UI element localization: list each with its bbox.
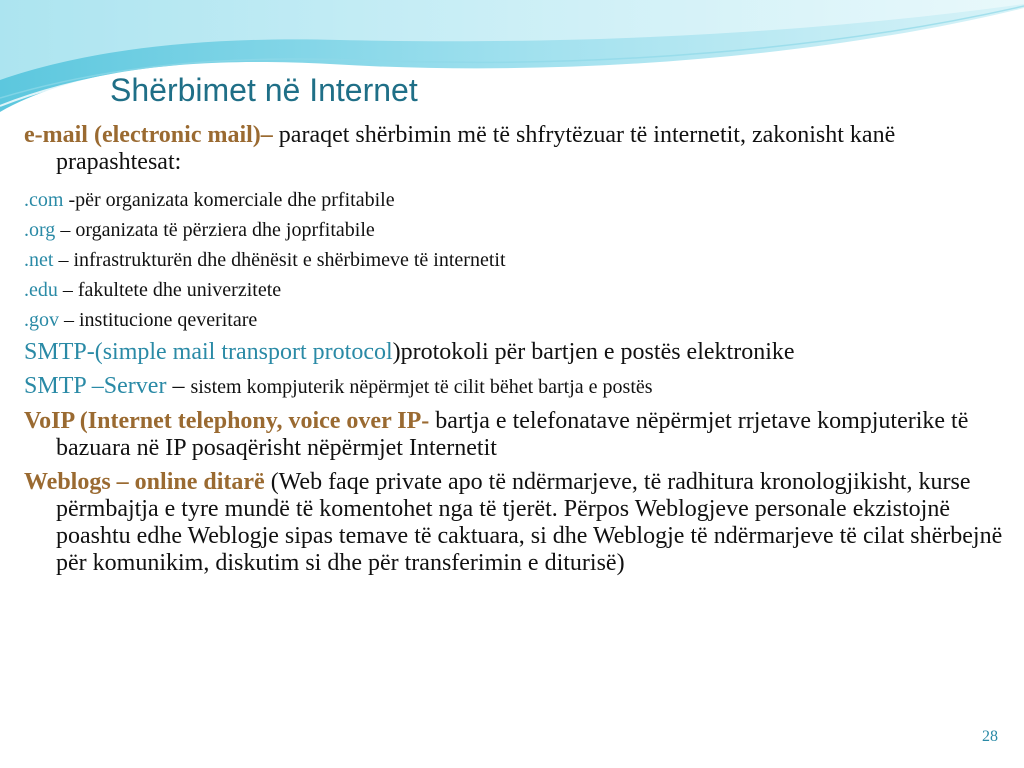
voip-text: bartja e telefonatave nëpërmjet rrjetave kompjuterike të bazuara në IP posaqërisht nëpërmjet Internetit: [56, 408, 969, 461]
slide-body: [24, 122, 1014, 577]
page-number: 28: [982, 728, 998, 745]
domain-desc: -për organizata komerciale dhe prfitabile: [63, 189, 395, 211]
smtp-server-text: sistem kompjuterik nëpërmjet të cilit bëhet bartja e postës: [190, 376, 653, 398]
weblogs-item: [24, 469, 1014, 577]
weblogs-text: (Web faqe private apo të ndërmarjeve, të radhitura kronologjikisht, kurse përmbajtja e tyre mundë të komentohet nga të tjerët. Përpos Weblogjeve personale ekzistojnë poashtu edhe Weblogje sipas temave të caktuara, si dhe Weblogje të ndërmarjeve të cilat shërbejnë për komunikim, diskutim si dhe për transferimin e diturisë): [56, 469, 1003, 576]
domain-item-com: [24, 188, 1014, 212]
domain-desc: – fakultete dhe univerzitete: [57, 279, 282, 301]
weblogs-keyword: Weblogs – online ditarë: [24, 469, 265, 495]
domain-ext: .gov: [24, 309, 59, 331]
domain-ext: .com: [24, 189, 64, 211]
domain-ext: .org: [24, 219, 56, 241]
domain-item-net: [24, 248, 1014, 272]
email-keyword: e-mail (electronic mail)–: [24, 122, 273, 148]
smtp-server-dash: –: [166, 373, 191, 399]
slide-title: Shërbimet në Internet: [110, 72, 418, 108]
domain-desc: – organizata të përziera dhe joprfitabile: [55, 219, 375, 241]
domain-item-gov: [24, 308, 1014, 332]
domain-ext: .edu: [24, 279, 58, 301]
smtp-text: )protokoli për bartjen e postës elektronike: [392, 339, 795, 365]
domain-ext: .net: [24, 249, 54, 271]
email-text: paraqet shërbimin më të shfrytëzuar të internetit, zakonisht kanë prapashtesat:: [56, 122, 896, 175]
smtp-prefix: SMTP-(: [24, 339, 103, 365]
voip-item: [24, 408, 1014, 462]
domain-desc: – institucione qeveritare: [59, 309, 258, 331]
voip-keyword: VoIP (Internet telephony, voice over IP-: [24, 408, 430, 434]
domain-desc: – infrastrukturën dhe dhënësit e shërbimeve të internetit: [53, 249, 506, 271]
smtp-keyword: simple mail transport protocol: [102, 339, 393, 365]
email-item: [24, 122, 1014, 176]
domain-item-edu: [24, 278, 1014, 302]
smtp-server-keyword: SMTP –Server: [24, 373, 167, 399]
domain-item-org: [24, 218, 1014, 242]
smtp-item: [24, 339, 1014, 366]
smtp-server-item: [24, 373, 1014, 401]
